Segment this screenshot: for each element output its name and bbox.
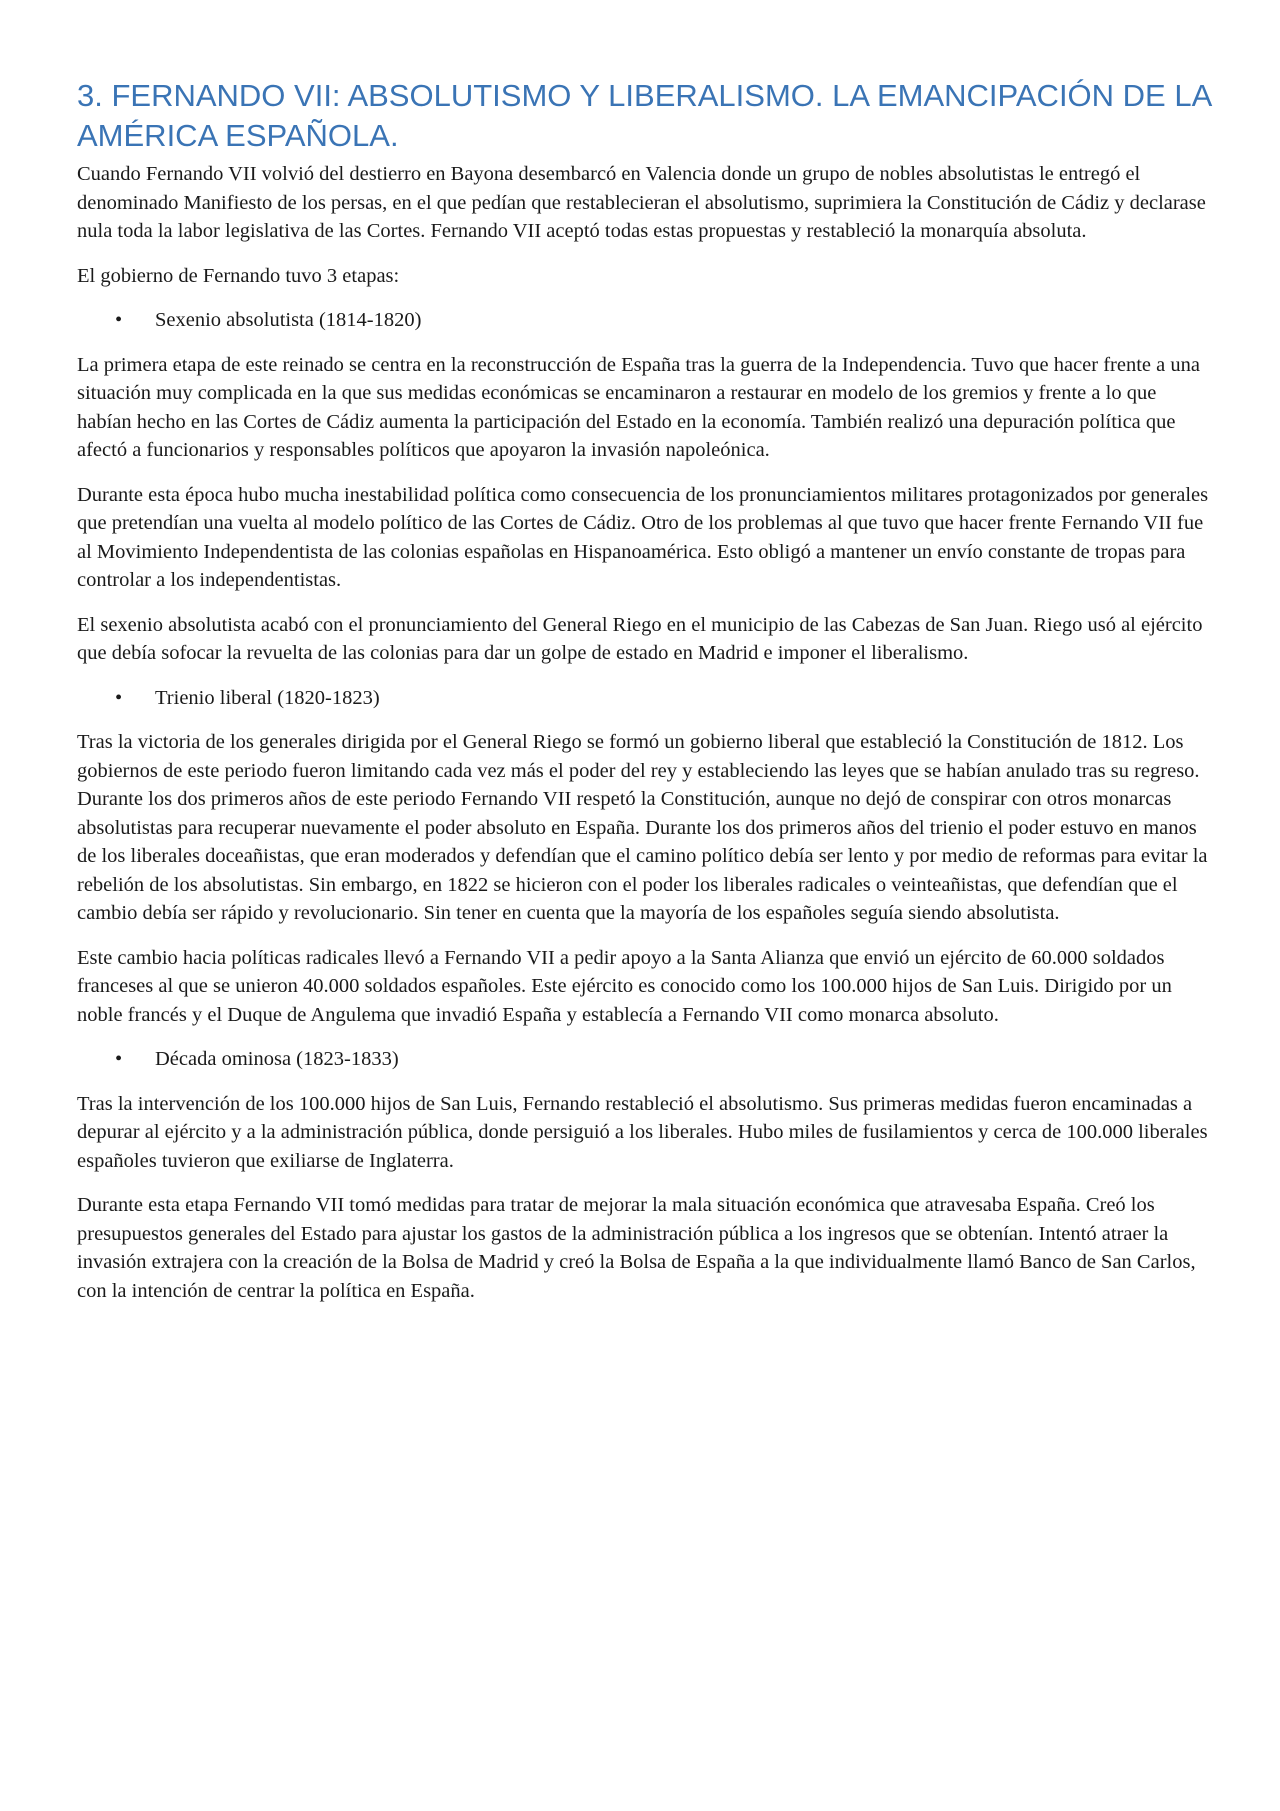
bullet-icon: • bbox=[115, 1048, 123, 1070]
bullet-item-decada bbox=[77, 1045, 1212, 1074]
bullet-item-sexenio bbox=[77, 306, 1212, 335]
paragraph-sexenio-1: La primera etapa de este reinado se centra en la reconstrucción de España tras la guerra de la Independencia. Tuvo que hacer frente a una situación muy complicada en la que sus medidas económicas se encaminaron a restaurar en modelo de los gremios y frente a lo que habían hecho en las Cortes de Cádiz aumenta la participación del Estado en la economía. También realizó una depuración política que afectó a funcionarios y responsables políticos que apoyaron la invasión napoleónica. bbox=[77, 353, 1200, 461]
paragraph-decada-1: Tras la intervención de los 100.000 hijos de San Luis, Fernando restableció el absolutismo. Sus primeras medidas fueron encaminadas a depurar al ejército y a la administración pública, donde persiguió a los liberales. Hubo miles de fusilamientos y cerca de 100.000 liberales españoles tuvieron que exiliarse de Inglaterra. bbox=[77, 1092, 1208, 1172]
paragraph-stages-intro: El gobierno de Fernando tuvo 3 etapas: bbox=[77, 264, 400, 287]
bullet-item-trienio bbox=[77, 684, 1212, 713]
paragraph-sexenio-3: El sexenio absolutista acabó con el pronunciamiento del General Riego en el municipio de las Cabezas de San Juan. Riego usó al ejército que debía sofocar la revuelta de las colonias para dar un golpe de estado en Madrid e imponer el liberalismo. bbox=[77, 613, 1203, 664]
bullet-label: Década ominosa (1823-1833) bbox=[155, 1048, 399, 1070]
paragraph-intro: Cuando Fernando VII volvió del destierro en Bayona desembarcó en Valencia donde un grupo de nobles absolutistas le entregó el denominado Manifiesto de los persas, en el que pedían que restablecieran el absolutismo, suprimiera la Constitución de Cádiz y declarase nula toda la labor legislativa de las Cortes. Fernando VII aceptó todas estas propuestas y restableció la monarquía absoluta. bbox=[77, 163, 1206, 242]
paragraph-trienio-2: Este cambio hacia políticas radicales llevó a Fernando VII a pedir apoyo a la Santa Alianza que envió un ejército de 60.000 soldados franceses al que se unieron 40.000 soldados españoles. Este ejército es conocido como los 100.000 hijos de San Luis. Dirigido por un noble francés y el Duque de Angulema que invadió España y establecía a Fernando VII como monarca absoluto. bbox=[77, 946, 1172, 1026]
paragraph-decada-2: Durante esta etapa Fernando VII tomó medidas para tratar de mejorar la mala situación económica que atravesaba España. Creó los presupuestos generales del Estado para ajustar los gastos de la administración pública a los ingresos que se obtenían. Intentó atraer la invasión extrajera con la creación de la Bolsa de Madrid y creó la Bolsa de España a la que individualmente llamó Banco de San Carlos, con la intención de centrar la política en España. bbox=[77, 1194, 1196, 1302]
page-title: 3. FERNANDO VII: ABSOLUTISMO Y LIBERALISMO. LA EMANCIPACIÓN DE LA AMÉRICA ESPAÑOLA. bbox=[77, 78, 1211, 153]
paragraph-sexenio-2: Durante esta época hubo mucha inestabilidad política como consecuencia de los pronunciamientos militares protagonizados por generales que pretendían una vuelta al modelo político de las Cortes de Cádiz. Otro de los problemas al que tuvo que hacer frente Fernando VII fue al Movimiento Independentista de las colonias españolas en Hispanoamérica. Esto obligó a mantener un envío constante de tropas para controlar a los independentistas. bbox=[77, 483, 1209, 591]
bullet-label: Sexenio absolutista (1814-1820) bbox=[155, 309, 422, 331]
paragraph-trienio-1: Tras la victoria de los generales dirigida por el General Riego se formó un gobierno liberal que estableció la Constitución de 1812. Los gobiernos de este periodo fueron limitando cada vez más el poder del rey y estableciendo las leyes que se habían anulado tras su regreso. Durante los dos primeros años de este periodo Fernando VII respetó la Constitución, aunque no dejó de conspirar con otros monarcas absolutistas para recuperar nuevamente el poder absoluto en España. Durante los dos primeros años del trienio el poder estuvo en manos de los liberales doceañistas, que eran moderados y defendían que el camino político debía ser lento y por medio de reformas para evitar la rebelión de los absolutistas. Sin embargo, en 1822 se hicieron con el poder los liberales radicales o veinteañistas, que defendían que el cambio debía ser rápido y revolucionario. Sin tener en cuenta que la mayoría de los españoles seguía siendo absolutista. bbox=[77, 731, 1208, 924]
document-page bbox=[77, 76, 1212, 1321]
bullet-icon: • bbox=[115, 309, 123, 331]
bullet-label: Trienio liberal (1820-1823) bbox=[155, 686, 380, 709]
bullet-icon: • bbox=[115, 686, 123, 709]
